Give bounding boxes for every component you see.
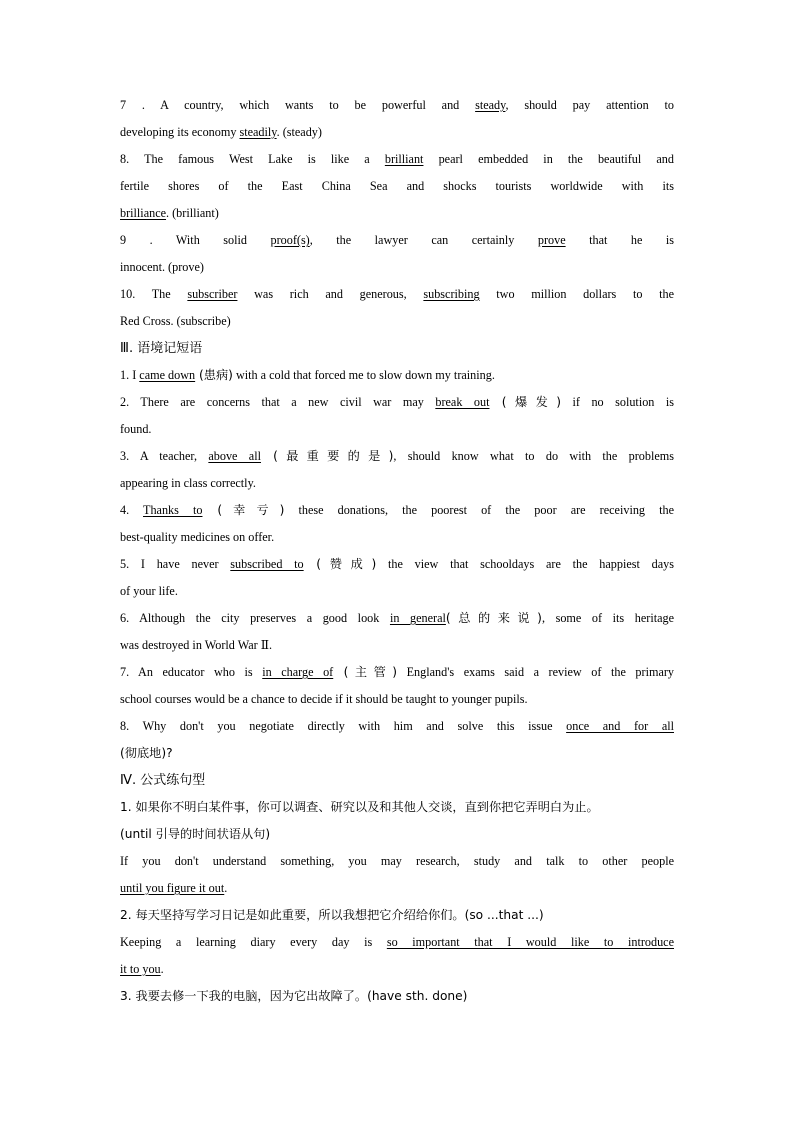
item-8-line-3 [120,200,674,227]
sentence-text: pearl embedded in the beautiful and [423,152,674,166]
item-number: 10. [120,287,152,301]
s4-item-1-answer-line-1: If you don't understand something, you may research, study and talk to other people [120,854,674,868]
item-number: 4. [120,503,144,517]
section-4-title: Ⅳ. 公式练句型 [120,773,206,788]
sentence-text: A teacher, [139,449,209,463]
s3-item-4-line-1 [120,497,674,524]
answer-subscriber: subscriber [187,287,238,301]
answer-phrase: came down [139,368,196,382]
chinese-prompt: 我要去修一下我的电脑，因为它出故障了。 [135,989,368,1003]
sentence-text: the view that schooldays are the happiest days [376,557,674,571]
item-number: 8. [120,152,145,166]
item-number: 7 . [120,98,161,112]
answer-sentence: until you figure it out [120,881,225,895]
s3-item-8-line-1 [120,713,674,740]
sentence-text: fertile shores of the East China Sea and shocks tourists worldwide with its [120,179,674,193]
answer-phrase: in general [389,611,446,625]
sentence-text: . (steady) [276,125,322,139]
sentence-text: I have never [140,557,231,571]
sentence-text: was rich and generous, [237,287,424,301]
item-number: 6. [120,611,140,625]
answer-prove: prove [537,233,566,247]
answer-sentence: it to you [120,962,161,976]
sentence-text: , the lawyer can certainly [309,233,538,247]
sentence-text: England's exams said a review of the primary [397,665,674,679]
answer-brilliant: brilliant [384,152,424,166]
s4-item-3-prompt [120,983,674,1010]
chinese-prompt: 每天坚持写学习日记是如此重要，所以我想把它介绍给你们。 [135,908,465,922]
chinese-hint: (患病) [195,368,233,382]
item-9-line-2 [120,254,674,281]
item-number: 3. [120,449,140,463]
answer-subscribing: subscribing [423,287,480,301]
sentence-text: There are concerns that a new civil war may [140,395,436,409]
s3-item-4-line-2: best-quality medicines on offer. [120,530,275,544]
answer-proof: proof(s) [270,233,310,247]
item-7-line-1 [120,92,674,119]
s4-item-1-prompt [120,794,674,821]
s4-item-1-hint: (until 引导的时间状语从句) [120,827,271,841]
sentence-text: if no solution is [561,395,674,409]
sentence-text: two million dollars to the [479,287,674,301]
s3-item-2-line-1 [120,389,674,416]
sentence-text: innocent. (prove) [120,260,204,274]
sentence-text: with a cold that forced me to slow down my training. [232,368,495,382]
sentence-text: . [160,962,164,976]
item-number: 3. [120,989,136,1003]
chinese-hint: (爆发) [489,395,562,409]
s3-item-5-line-1 [120,551,674,578]
s4-item-2-prompt [120,902,674,929]
sentence-text: The famous West Lake is like a [144,152,385,166]
s3-item-7-line-2: school courses would be a chance to decide if it should be taught to younger pupils. [120,692,528,706]
s3-item-6-line-1 [120,605,674,632]
answer-steady: steady [475,98,506,112]
sentence-text: these donations, the poorest of the poor are receiving the [284,503,674,517]
sentence-text: An educator who is [138,665,263,679]
sentence-text: , should know what to do with the problems [393,449,674,463]
item-10-line-1 [120,281,674,308]
s3-item-6-line-2: was destroyed in World War Ⅱ. [120,638,273,652]
sentence-text: . [224,881,228,895]
item-8-line-2 [120,173,674,200]
s4-item-1-answer-line-2 [120,875,674,902]
item-number: 1. [120,368,133,382]
sentence-text: Keeping a learning diary every day is [120,935,387,949]
sentence-text: The [151,287,188,301]
sentence-text: . (brilliant) [166,206,219,220]
sentence-text: , some of its heritage [541,611,674,625]
item-number: 5. [120,557,141,571]
s3-item-5-line-2: of your life. [120,584,178,598]
sentence-text: , should pay attention to [505,98,674,112]
sentence-text: Why don't you negotiate directly with him and solve this issue [142,719,567,733]
item-number: 7. [120,665,139,679]
s3-item-3-line-1 [120,443,674,470]
item-number: 8. [120,719,143,733]
grammar-hint: (have sth. done) [367,989,468,1003]
chinese-hint: (最重要的是) [260,449,394,463]
sentence-text: With solid [175,233,271,247]
answer-phrase: in charge of [262,665,334,679]
answer-phrase: above all [208,449,261,463]
sentence-text: Although the city preserves a good look [139,611,390,625]
s3-item-1 [120,362,674,389]
answer-phrase: once and for all [566,719,674,733]
section-3-title: Ⅲ. 语境记短语 [120,341,203,356]
sentence-text: that he is [565,233,674,247]
sentence-text: I [132,368,140,382]
item-10-line-2 [120,308,674,335]
item-number: 2. [120,395,141,409]
answer-sentence: so important that I would like to introduce [386,935,674,949]
chinese-hint: (主管) [333,665,398,679]
s3-item-7-line-1 [120,659,674,686]
item-number: 1. [120,800,136,814]
item-8-line-1 [120,146,674,173]
item-7-line-2 [120,119,674,146]
chinese-hint: (幸亏) [202,503,285,517]
answer-phrase: break out [435,395,490,409]
answer-steadily: steadily [239,125,277,139]
s4-item-2-answer-line-2 [120,956,674,983]
chinese-prompt: 如果你不明白某件事，你可以调查、研究以及和其他人交谈，直到你把它弄明白为止。 [135,800,599,814]
item-number: 2. [120,908,136,922]
answer-brilliance: brilliance [120,206,167,220]
grammar-hint: (so ...that ...) [464,908,544,922]
s3-item-3-line-2: appearing in class correctly. [120,476,256,490]
s4-item-2-answer-line-1 [120,929,674,956]
answer-phrase: subscribed to [230,557,304,571]
chinese-hint: (总的来说) [445,611,542,625]
s3-item-8-line-2: (彻底地)? [120,746,173,760]
answer-phrase: Thanks to [143,503,203,517]
item-number: 9 . [120,233,176,247]
worksheet-page [120,92,674,1010]
item-9-line-1 [120,227,674,254]
sentence-text: A country, which wants to be powerful and [160,98,476,112]
chinese-hint: (赞成) [303,557,377,571]
sentence-text: Red Cross. (subscribe) [120,314,231,328]
s3-item-2-line-2: found. [120,422,152,436]
sentence-text: developing its economy [120,125,240,139]
